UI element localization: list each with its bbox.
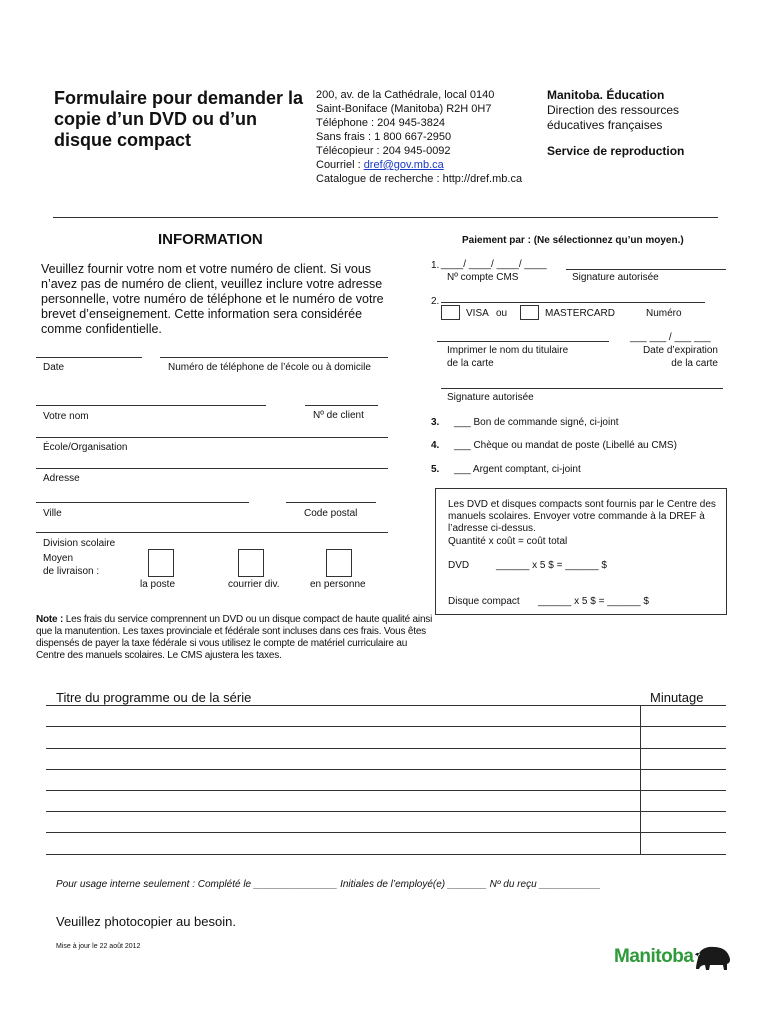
pricing-box	[435, 488, 727, 615]
print-name-line1: Imprimer le nom du titulaire	[447, 345, 569, 356]
table-row[interactable]	[46, 790, 726, 791]
delivery-option-person: en personne	[310, 579, 366, 590]
bison-icon	[694, 944, 732, 972]
address-label: Adresse	[43, 473, 80, 484]
information-heading: INFORMATION	[158, 231, 263, 248]
city-label: Ville	[43, 508, 62, 519]
pricing-cd-calc[interactable]: ______ x 5 $ = ______ $	[538, 596, 649, 607]
phone-line[interactable]	[160, 357, 388, 358]
payment-opt1-sig: Signature autorisée	[572, 272, 659, 283]
opt1-signature-line[interactable]	[566, 269, 726, 270]
address-block	[316, 88, 546, 186]
payment-opt3-num: 3.	[431, 417, 440, 428]
date-line[interactable]	[36, 357, 142, 358]
header-divider	[53, 217, 718, 218]
date-label: Date	[43, 362, 65, 373]
address-catalogue: Catalogue de recherche : http://dref.mb.ca	[316, 173, 523, 185]
address-email-row	[316, 158, 546, 172]
address-line1: 200, av. de la Cathédrale, local 0140	[316, 89, 495, 101]
delivery-checkbox-post[interactable]	[148, 549, 174, 577]
exp-line1: Date d’expiration	[642, 345, 718, 356]
payment-opt2-num: 2.	[431, 296, 440, 307]
payment-opt4-num: 4.	[431, 440, 440, 451]
division-label: Division scolaire	[43, 538, 116, 549]
print-name-line2: de la carte	[447, 358, 494, 369]
org-service: Service de reproduction	[547, 144, 685, 158]
visa-label: VISA	[466, 308, 489, 319]
school-line[interactable]	[36, 437, 388, 438]
program-table	[46, 705, 726, 855]
address-fax: Télécopieur : 204 945-0092	[316, 145, 451, 157]
table-row[interactable]	[46, 832, 726, 833]
postal-label: Code postal	[304, 508, 358, 519]
address-tollfree: Sans frais : 1 800 667-2950	[316, 131, 452, 143]
pricing-formula: Quantité x coût = coût total	[448, 536, 568, 547]
phone-label: Numéro de téléphone de l’école ou à domicile	[168, 362, 371, 373]
table-row[interactable]	[46, 726, 726, 727]
name-line[interactable]	[36, 405, 266, 406]
note-block	[36, 614, 436, 662]
payment-opt5[interactable]: ___ Argent comptant, ci-joint	[454, 464, 581, 475]
ou-label: ou	[496, 308, 508, 319]
school-label: École/Organisation	[43, 442, 128, 453]
pricing-dvd-calc[interactable]: ______ x 5 $ = ______ $	[496, 560, 607, 571]
exp-blank[interactable]: ___ ___ / ___ ___	[630, 332, 711, 343]
program-time-header: Minutage	[650, 690, 704, 705]
name-label: Votre nom	[43, 411, 89, 422]
delivery-checkbox-courier[interactable]	[238, 549, 264, 577]
signature-label: Signature autorisée	[447, 392, 534, 403]
information-intro: Veuillez fournir votre nom et votre numéro de client. Si vous n’avez pas de numéro de client, veuillez inclure votre adresse personnelle, votre numéro de téléphone et le numéro de votre brevet d’enseignement. Cette information sera considérée comme confidentielle.	[41, 262, 384, 336]
division-line[interactable]	[36, 532, 388, 533]
payment-opt3[interactable]: ___ Bon de commande signé, ci-joint	[454, 417, 619, 428]
email-label: Courriel :	[316, 159, 364, 171]
org-line3: éducatives françaises	[547, 118, 663, 132]
signature-line[interactable]	[441, 388, 723, 389]
visa-checkbox[interactable]	[441, 305, 460, 320]
exp-label	[628, 344, 718, 370]
address-phone: Téléphone : 204 945-3824	[316, 117, 446, 129]
payment-opt5-num: 5.	[431, 464, 440, 475]
table-header-rule	[46, 705, 726, 706]
mastercard-label: MASTERCARD	[545, 308, 616, 319]
payment-opt1-blank[interactable]: ____/ ____/ ____/ ____	[441, 259, 547, 270]
table-row[interactable]	[46, 854, 726, 855]
org-block	[547, 88, 747, 159]
office-use-line: Pour usage interne seulement : Complété le _______________ Initiales de l’employé(e) _______ Nº du reçu ___________	[56, 879, 601, 890]
org-line2: Direction des ressources	[547, 103, 680, 117]
mastercard-checkbox[interactable]	[520, 305, 539, 320]
table-row[interactable]	[46, 811, 726, 812]
client-label: Nº de client	[313, 410, 364, 421]
manitoba-logo	[614, 944, 732, 974]
note-label: Note :	[36, 614, 66, 625]
delivery-option-courier: courrier div.	[228, 579, 280, 590]
delivery-label	[43, 552, 99, 578]
delivery-checkbox-person[interactable]	[326, 549, 352, 577]
postal-line[interactable]	[286, 502, 376, 503]
note-text: Les frais du service comprennent un DVD ou un disque compact de haute qualité ainsi que la manutention. Les taxes provinciale et fédérale sont incluses dans ces frais. Vous êtes dispensés de payer la taxe fédérale si vous utilisez le compte de matériel curriculaire au Centre des manuels scolaires. Le CMS ajustera les taxes.	[36, 614, 433, 661]
delivery-label-line2: de livraison :	[43, 566, 100, 577]
form-title: Formulaire pour demander la copie d’un DVD ou d’un disque compact	[54, 88, 304, 150]
org-name: Manitoba. Éducation	[547, 88, 665, 102]
table-row[interactable]	[46, 748, 726, 749]
payment-opt4[interactable]: ___ Chèque ou mandat de poste (Libellé au CMS)	[454, 440, 677, 451]
city-line[interactable]	[36, 502, 249, 503]
manitoba-logo-text: Manitoba	[614, 946, 694, 967]
pricing-cd-label: Disque compact	[448, 596, 520, 607]
email-link[interactable]: dref@gov.mb.ca	[363, 159, 444, 171]
updated-date: Mise à jour le 22 août 2012	[56, 943, 141, 950]
card-number-label: Numéro	[646, 308, 682, 319]
payment-opt1-cms: Nº compte CMS	[447, 272, 519, 283]
photocopy-note: Veuillez photocopier au besoin.	[56, 914, 236, 929]
opt2-line[interactable]	[441, 302, 705, 303]
delivery-label-line1: Moyen	[43, 553, 74, 564]
address-line[interactable]	[36, 468, 388, 469]
pricing-dvd-label: DVD	[448, 560, 470, 571]
delivery-option-post: la poste	[140, 579, 176, 590]
pricing-text: Les DVD et disques compacts sont fournis par le Centre des manuels scolaires. Envoyer votre commande à la DREF à l’adresse ci-dessus.	[448, 499, 716, 534]
program-title-header: Titre du programme ou de la série	[56, 690, 252, 705]
payment-opt1-num: 1.	[431, 260, 440, 271]
exp-line2: de la carte	[671, 358, 718, 369]
cardholder-line[interactable]	[437, 341, 609, 342]
payment-heading: Paiement par : (Ne sélectionnez qu’un moyen.)	[462, 235, 684, 246]
table-row[interactable]	[46, 769, 726, 770]
client-line[interactable]	[305, 405, 378, 406]
address-line2: Saint-Boniface (Manitoba) R2H 0H7	[316, 103, 492, 115]
print-name-label	[447, 344, 568, 370]
